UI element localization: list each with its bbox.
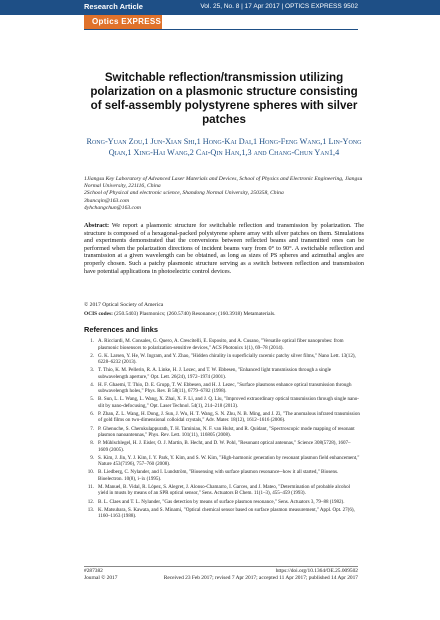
reference-item (84, 499, 360, 506)
reference-text: B. Sun, L. L. Wang, L. Wang, X. Zhai, X. F. Li, and J. Q. Liu, "Improved extraordinary optical transmission through single nano-slit by nano-defocusing," Opt. Laser Technol. 54(1), 214–218 (2013). (98, 396, 359, 409)
reference-item (84, 507, 360, 520)
reference-number: 9. (90, 454, 94, 461)
reference-number: 2. (90, 352, 94, 359)
abstract-text: We report a plasmonic structure for switchable reflection and transmission by polarization. The structure is composed of a hexagonal-packed polystyrene sphere array with silver patches on them. Simulations and experiments demonstrated that the conversions between reflected beams and transmitted ones can be performed when the polarization directions of incident beams vary from 0° to 90°. A switchable reflection and transmission at a given wavelength can be obtained, as long as sizes of PS spheres and azimuthal angles are properly chosen. Such a patchy plasmonic structure serving as a switch between reflection and transmission have potential applications in photoelectric control devices. (84, 222, 365, 275)
reference-number: 7. (90, 425, 94, 432)
affiliations (84, 176, 364, 212)
ocis-label: OCIS codes: (84, 311, 113, 317)
reference-item (84, 484, 360, 497)
reference-number: 8. (90, 440, 94, 447)
reference-item (84, 469, 360, 482)
reference-text: M. Manuel, B. Vidal, R. López, S. Alegret, J. Alonso-Chamarro, I. Garces, and J. Mateo, "Determination of probable alcohol yield in musts by means of an SPR optical sensor," Sens. Actuators B Chem. 11(1–3), 455–459 (1993). (98, 483, 350, 497)
reference-text: S. Kim, J. Jin, Y. J. Kim, I. Y. Park, Y. Kim, and S. W. Kim, "High-harmonic generation by resonant plasmon field enhancement," Nature 453(7196), 757–760 (2008). (98, 454, 360, 468)
reference-text: P. Ghenuche, S. Cherukulappurath, T. H. Taminiau, N. F. van Hulst, and R. Quidant, "Spectroscopic mode mapping of resonant plasmon nanoantennas," Phys. Rev. Lett. 101(11), 116805 (2008). (98, 425, 355, 439)
references-heading: References and links (84, 325, 158, 334)
journal-logo: Optics EXPRESS (84, 15, 162, 29)
publication-history: Received 23 Feb 2017; revised 7 Apr 2017; accepted 11 Apr 2017; published 14 Apr 2017 (163, 575, 358, 581)
reference-number: 6. (90, 410, 94, 417)
reference-item (84, 382, 360, 395)
footer-right (84, 568, 358, 582)
reference-number: 11. (87, 483, 94, 490)
reference-number: 13. (87, 506, 94, 513)
reference-item (84, 338, 360, 351)
reference-text: A. Ricciardi, M. Consales, G. Quero, A. Crescitelli, E. Esposito, and A. Cusano, "Versatile optical fiber nanoprobes: from plasmonic biosensors to polarization-sensitive devices," ACS Photonics 1(1), 69–78 (2014). (98, 338, 344, 351)
author-list: Rong-Yuan Zou,1 Jun-Xian Shi,1 Hong-Kai Dai,1 Hong-Feng Wang,1 Lin-Yong Qian,1 Xing-Hai Wang,2 Cai-Qin Han,1,3 and Chang-Chun Yan1,4 (86, 137, 362, 157)
doi-link[interactable]: https://doi.org/10.1364/OE.25.009502 (275, 568, 358, 574)
reference-item (84, 396, 360, 409)
reference-number: 4. (90, 381, 94, 388)
reference-text: G. K. Larsen, Y. He, W. Ingram, and Y. Zhao, "Hidden chirality in superficially racemic patchy silver films," Nano Lett. 13(12), 6228–6232 (2013). (98, 352, 356, 366)
reference-text: B. Liedberg, C. Nylander, and I. Lundström, "Biosensing with surface plasmon resonance--how it all started," Biosens. Bioelectron. 10(8), i–ix (1995). (98, 469, 339, 482)
reference-text: B. L. Claes and T. L. Nylander, "Gas detection by means of surface plasmon resonance," Sens. Actuators 3, 79–88 (1982). (98, 498, 345, 505)
reference-text: K. Matsubara, S. Kawata, and S. Minami, "Optical chemical sensor based on surface plasmon measurement," Appl. Opt. 27(6), 1160–1163 (1988). (98, 506, 355, 520)
reference-number: 1. (90, 338, 94, 344)
reference-text: P. Zhan, Z. L. Wang, H. Dong, J. Sun, J. Wu, H. T. Wang, S. N. Zhu, N. B. Ming, and J. Zi, "The anomalous infrared transmission of gold films on two-dimensional colloidal crystals," Adv. Mater. 18(12), 1612–1616 (2006). (98, 410, 360, 424)
reference-number: 5. (90, 396, 94, 403)
ocis-text: (250.5403) Plasmonics; (260.5740) Resonance; (160.3918) Metamaterials. (114, 311, 276, 317)
reference-item (84, 367, 360, 380)
reference-item (84, 440, 360, 453)
journal-copyright: Journal © 2017 (84, 575, 118, 581)
reference-item (84, 426, 360, 439)
reference-number: 3. (90, 367, 94, 374)
reference-text: T. Thio, K. M. Pellerin, R. A. Linke, H. J. Lezec, and T. W. Ebbesen, "Enhanced light transmission through a single subwavelength aperture," Opt. Lett. 26(24), 1972–1974 (2001). (98, 367, 331, 380)
reference-item (84, 455, 360, 468)
journal-citation: Vol. 25, No. 8 | 17 Apr 2017 | OPTICS EXPRESS 9502 (200, 3, 358, 10)
paper-title: Switchable reflection/transmission utilizing polarization on a plasmonic structure consisting of self-assembly polystyrene spheres with silver patches (90, 71, 358, 126)
email-2: 4yhchangchun@163.com (84, 204, 141, 211)
abstract-label: Abstract: (84, 222, 110, 229)
article-type-label: Research Article (84, 2, 143, 11)
footer-rule (84, 566, 358, 567)
header-rule (84, 29, 358, 30)
reference-item (84, 411, 360, 424)
affiliation-1: 1Jiangsu Key Laboratory of Advanced Laser Materials and Devices, School of Physics and Electronic Engineering, Jiangsu Normal University, 221116, China (84, 176, 363, 190)
header-bar (0, 0, 440, 15)
ocis-codes (84, 311, 364, 317)
manuscript-id: #287382 (84, 568, 103, 574)
reference-number: 12. (87, 498, 94, 505)
reference-text: P. Mühlschlegel, H. J. Eisler, O. J. Martin, B. Hecht, and D. W. Pohl, "Resonant optical antennas," Science 308(5728), 1607–1609 (2005). (98, 440, 351, 453)
reference-text: H. F. Ghaemi, T. Thio, D. E. Grupp, T. W. Ebbesen, and H. J. Lezec, "Surface plasmons enhance optical transmission through subwavelength holes," Phys. Rev. B 58(11), 6779–6782 (1998). (98, 381, 352, 395)
copyright-notice: © 2017 Optical Society of America (84, 302, 164, 308)
affiliation-2: 2School of Physical and electronic science, Shandong Normal University, 250358, China (84, 190, 284, 197)
reference-item (84, 353, 360, 366)
reference-number: 10. (87, 469, 94, 476)
reference-list (84, 338, 360, 521)
email-1: 3hancqin@163.com (84, 197, 130, 204)
abstract (84, 222, 364, 275)
